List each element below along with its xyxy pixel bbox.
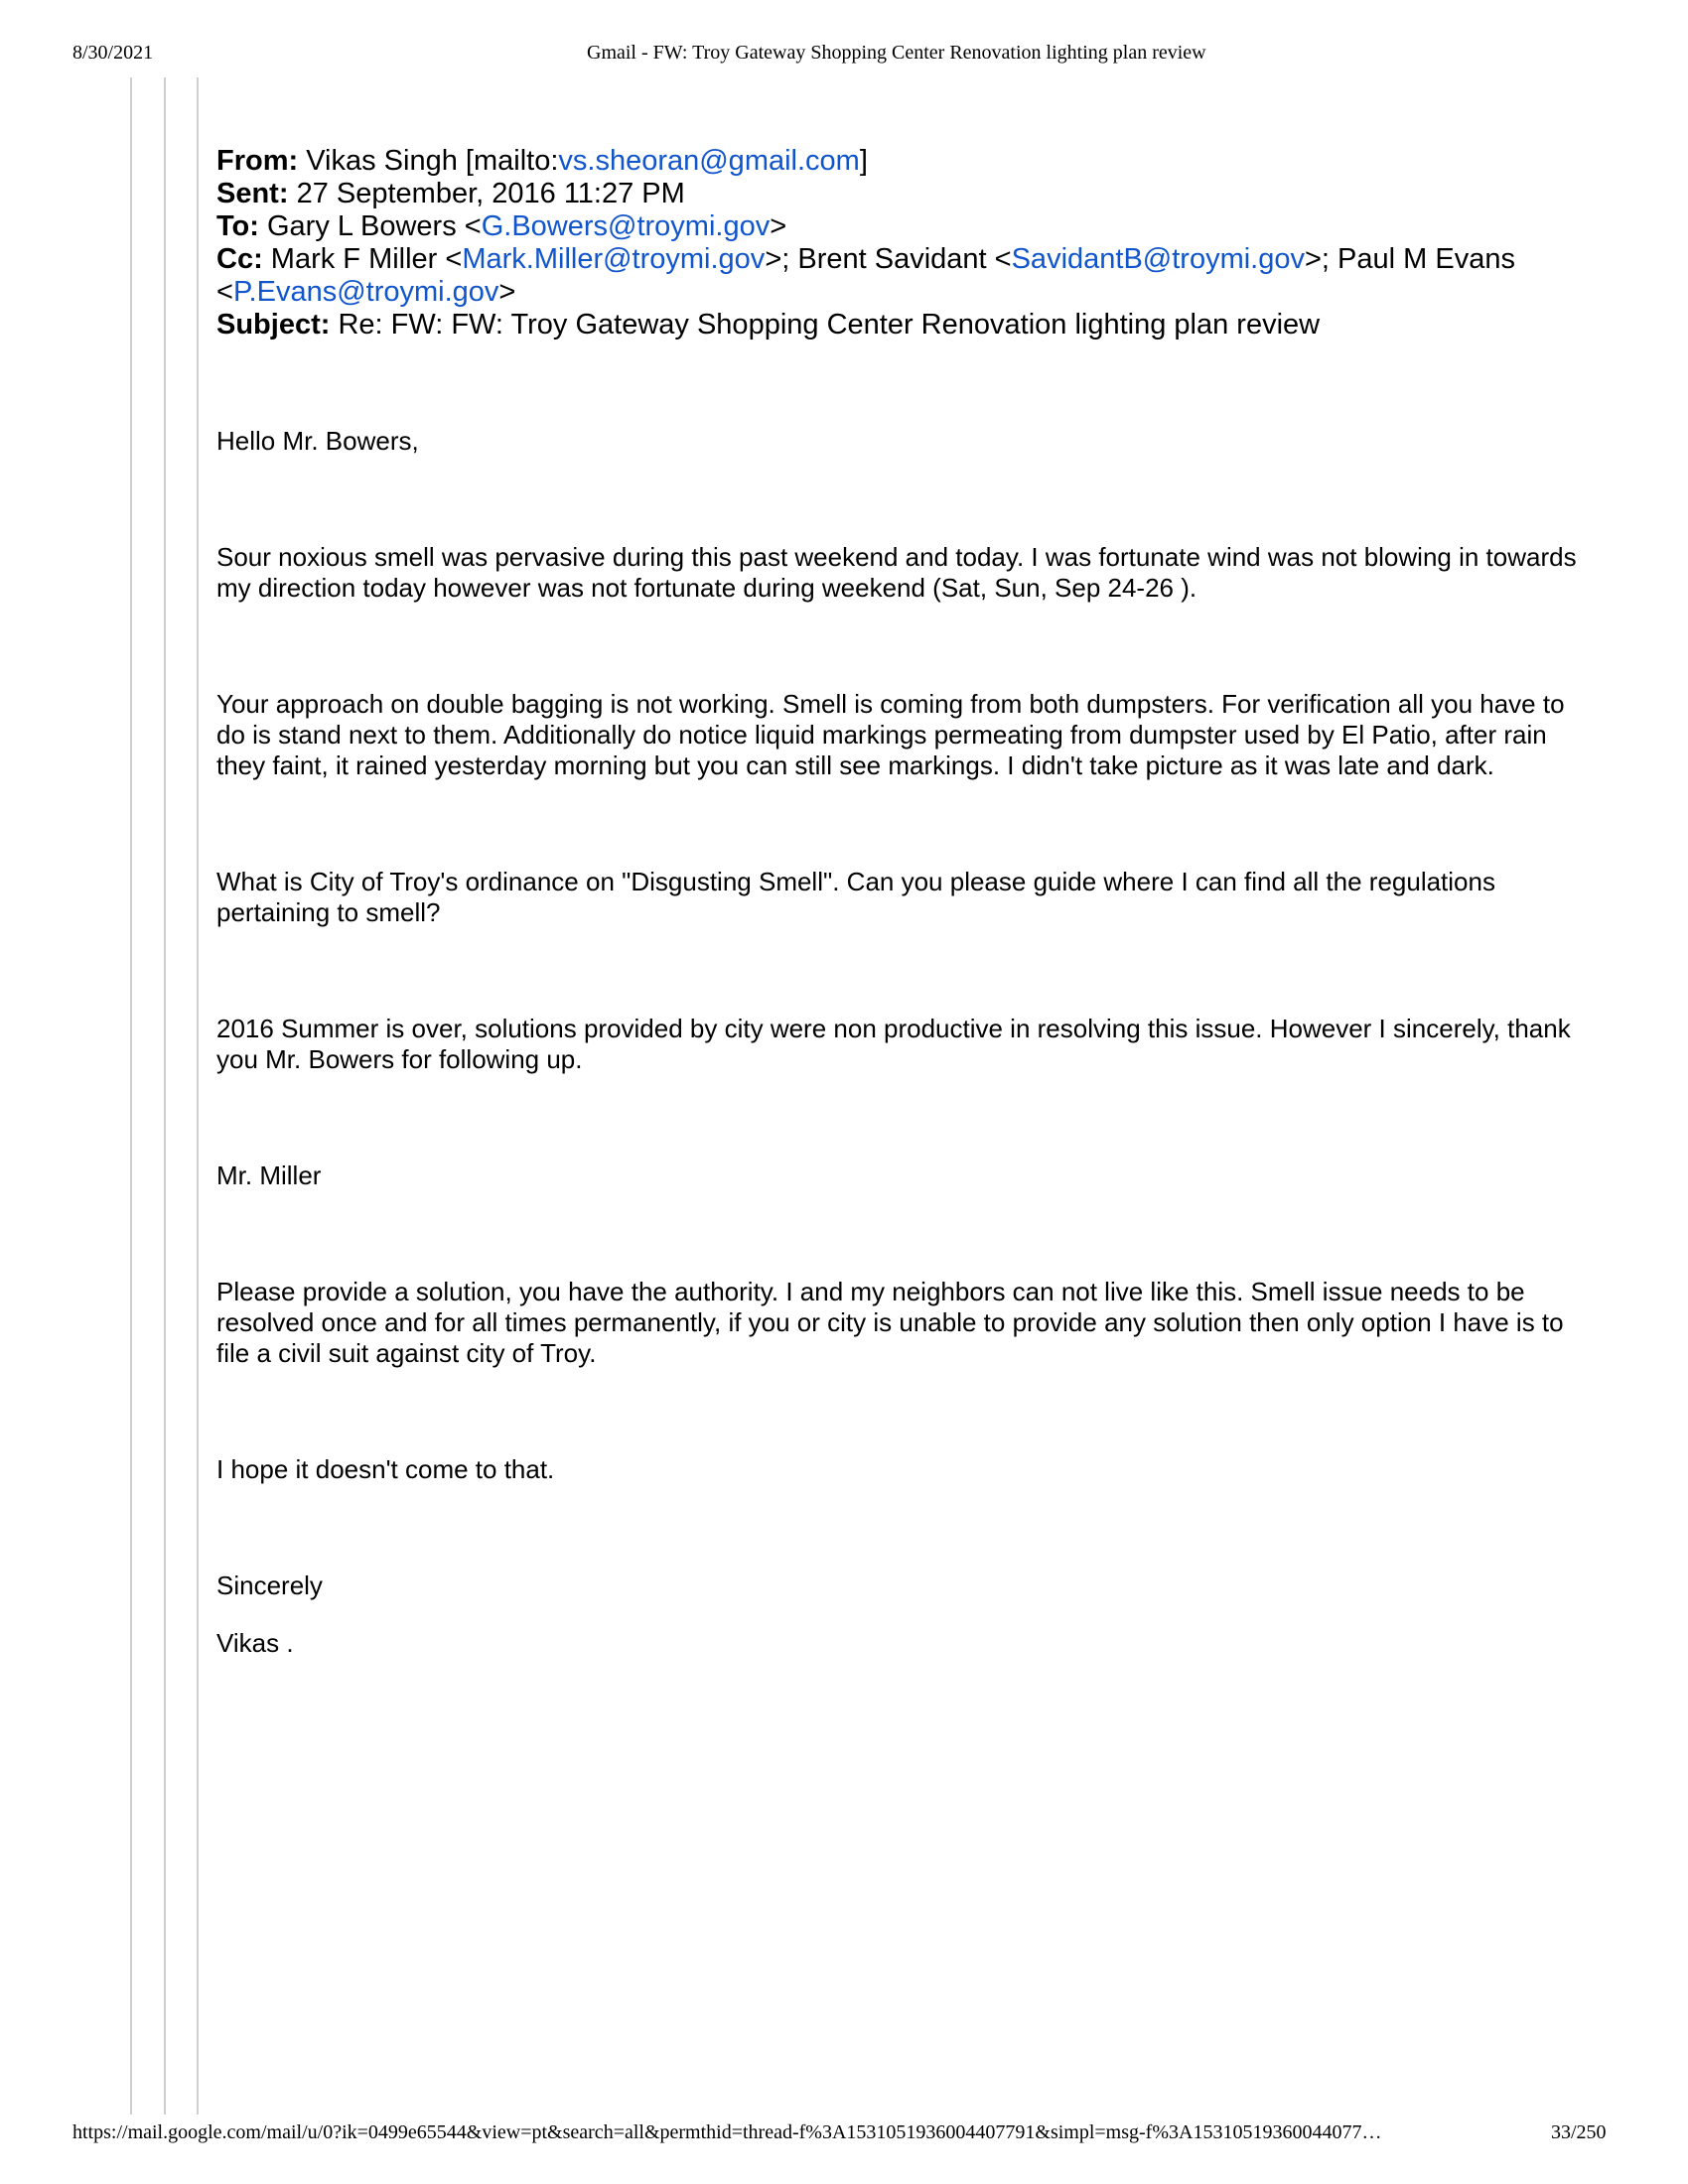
cc-close: > [498, 276, 516, 308]
email-content [216, 145, 1577, 1659]
to-label: To: [216, 210, 259, 242]
to-name: Gary L Bowers < [267, 210, 482, 242]
cc-line [216, 243, 1577, 309]
cc-email-link-2[interactable]: SavidantB@troymi.gov [1011, 243, 1305, 275]
cc-separator-1: >; Brent Savidant < [765, 243, 1012, 275]
cc-name-1: Mark F Miller < [270, 243, 463, 275]
cc-label: Cc: [216, 243, 263, 275]
body-paragraph-2: Your approach on double bagging is not working. Smell is coming from both dumpsters. For verification all you have to do is stand next to them. Additionally do notice liquid markings permeating from dumpster used by El Patio, after rain they faint, it rained yesterday morning but you can still see markings. I didn't take picture as it was late and dark. [216, 689, 1565, 780]
body-paragraph-6: Please provide a solution, you have the authority. I and my neighbors can not live like this. Smell issue needs to be resolved once and for all times permanently, if you or city is unable to provide any solution then only option I have is to file a civil suit against city of Troy. [216, 1277, 1564, 1368]
body-paragraph-4: 2016 Summer is over, solutions provided by city were non productive in resolving this issue. However I sincerely, thank you Mr. Bowers for following up. [216, 1014, 1571, 1074]
body-paragraph-7: I hope it doesn't come to that. [216, 1454, 555, 1484]
from-email-link[interactable]: vs.sheoran@gmail.com [558, 145, 860, 177]
quote-bar [130, 77, 132, 2115]
to-email-link[interactable]: G.Bowers@troymi.gov [481, 210, 771, 242]
to-line [216, 210, 1577, 243]
from-name: Vikas Singh [mailto: [306, 145, 559, 177]
sent-line [216, 178, 1577, 210]
sent-value: 27 September, 2016 11:27 PM [296, 178, 685, 209]
signature: Vikas . [216, 1628, 294, 1658]
subject-value: Re: FW: FW: Troy Gateway Shopping Center Renovation lighting plan review [338, 309, 1321, 341]
print-date: 8/30/2021 [72, 42, 154, 64]
subject-line [216, 309, 1577, 341]
sent-label: Sent: [216, 178, 289, 209]
from-close: ] [859, 145, 868, 177]
print-title: Gmail - FW: Troy Gateway Shopping Center Renovation lighting plan review [587, 42, 1206, 64]
print-url: https://mail.google.com/mail/u/0?ik=0499e65544&view=pt&search=all&permthid=thread-f%3A1531051936004407791&simpl=msg-f%3A15310519360044077… [72, 2121, 1382, 2143]
body-paragraph-3: What is City of Troy's ordinance on "Disgusting Smell". Can you please guide where I can find all the regulations pertaining to smell? [216, 867, 1495, 927]
body-paragraph-1: Sour noxious smell was pervasive during this past weekend and today. I was fortunate wind was not blowing in towards my direction today however was not fortunate during weekend (Sat, Sun, Sep 24-26 ). [216, 542, 1577, 603]
cc-email-link-3[interactable]: P.Evans@troymi.gov [232, 276, 499, 308]
page-number: 33/250 [1551, 2121, 1607, 2143]
sign-off: Sincerely [216, 1570, 323, 1600]
greeting: Hello Mr. Bowers, [216, 426, 419, 456]
subject-label: Subject: [216, 309, 331, 341]
quote-bar [197, 77, 199, 2115]
cc-email-link-1[interactable]: Mark.Miller@troymi.gov [462, 243, 766, 275]
quote-bar [164, 77, 166, 2115]
email-header-block [216, 145, 1577, 341]
from-line [216, 145, 1577, 178]
to-close: > [770, 210, 787, 242]
cc-separator-2: >; Paul M Evans < [216, 243, 1515, 308]
body-paragraph-5: Mr. Miller [216, 1160, 322, 1190]
from-label: From: [216, 145, 299, 177]
